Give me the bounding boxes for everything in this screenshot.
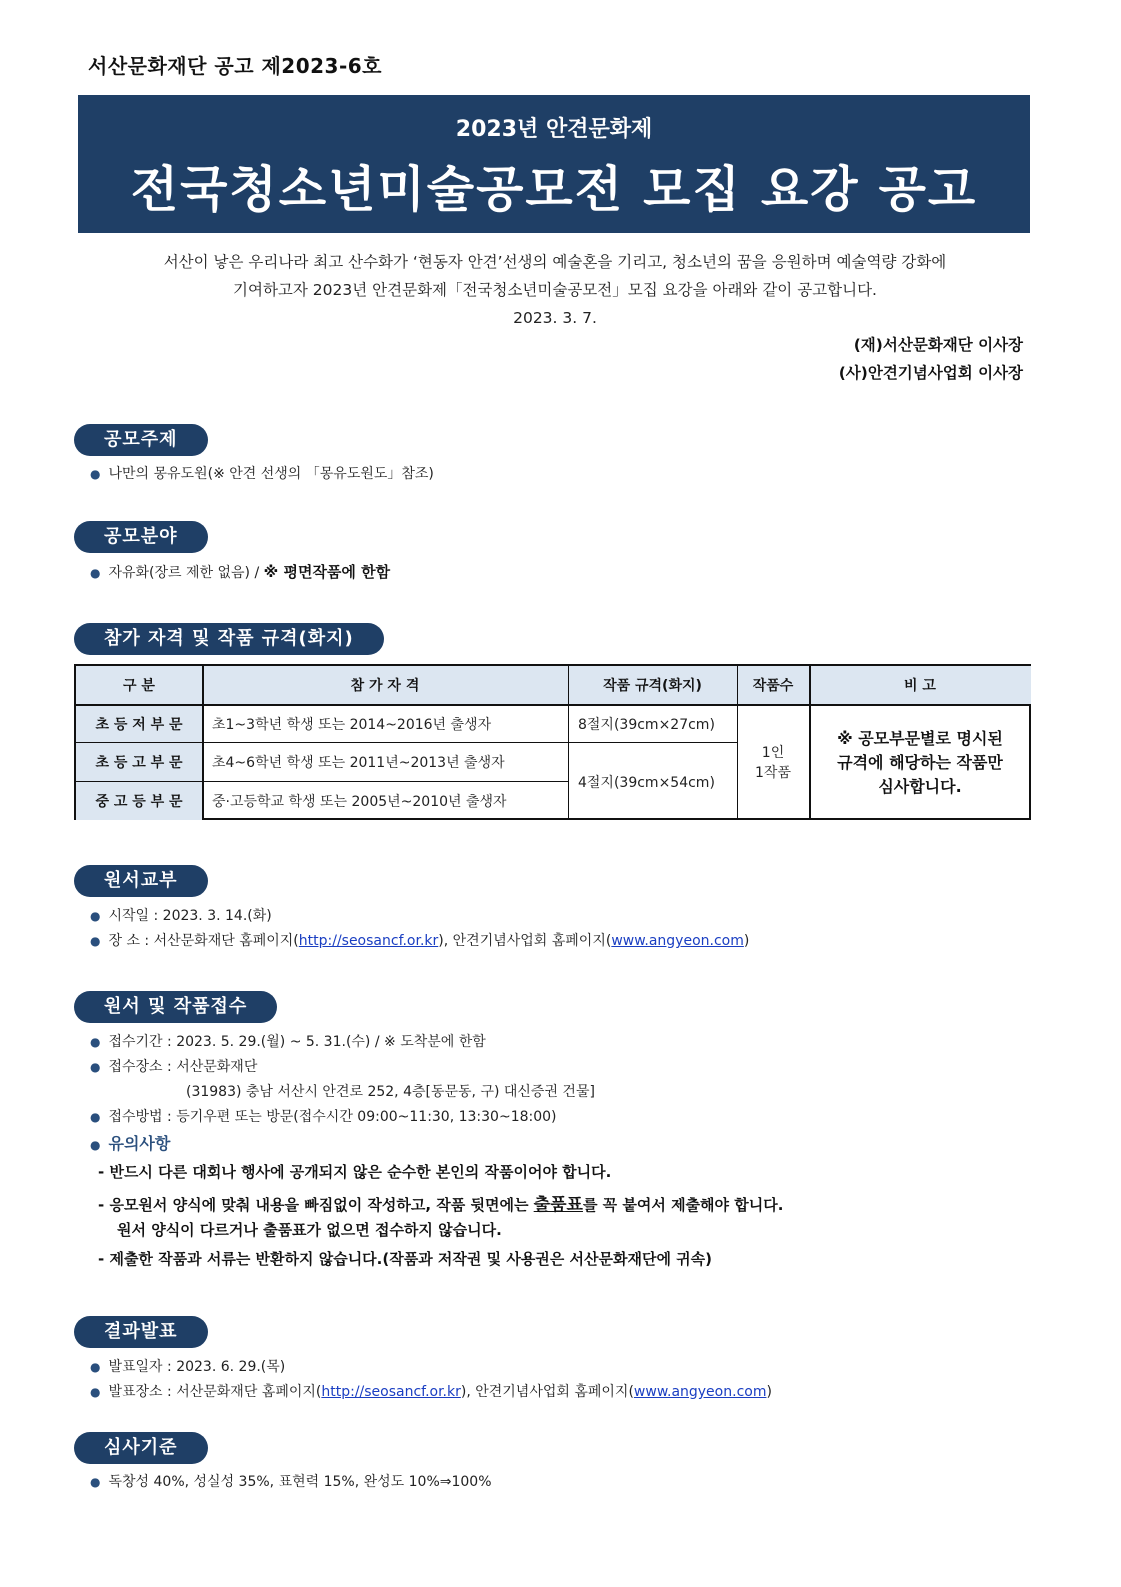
caution-heading: ● 유의사항 (90, 1134, 171, 1153)
table-cell-remark: ※ 공모부문별로 명시된 규격에 해당하는 작품만 심사합니다. (837, 728, 1003, 796)
table-header-count: 작품수 (737, 666, 809, 704)
bullet-icon: ● (90, 467, 101, 481)
bullet-icon: ● (90, 934, 101, 948)
signer-association: (사)안견기념사업회 이사장 (838, 364, 1023, 382)
table-header-qualification: 참 가 자 격 (202, 666, 568, 704)
submission-period: ● 접수기간 : 2023. 5. 29.(월) ~ 5. 31.(수) / ※ 도착분에 한함 (90, 1034, 486, 1050)
foundation-link[interactable]: http://seosancf.or.kr (321, 1384, 461, 1400)
table-divider (202, 666, 204, 820)
table-row-qualification: 초4~6학년 학생 또는 2011년~2013년 출생자 (212, 755, 505, 771)
section-heading-application: 원서교부 (74, 865, 208, 897)
association-link[interactable]: www.angyeon.com (611, 933, 744, 949)
caution-item: - 반드시 다른 대회나 행사에 공개되지 않은 순수한 본인의 작품이어야 합니다. (98, 1163, 612, 1181)
bullet-icon: ● (90, 909, 101, 923)
bullet-icon: ● (90, 1138, 101, 1152)
application-place: ● 장 소 : 서산문화재단 홈페이지(http://seosancf.or.kr), 안견기념사업회 홈페이지(www.angyeon.com) (90, 933, 750, 949)
table-divider (202, 781, 568, 782)
table-divider (76, 704, 1031, 706)
caution-item: - 응모원서 양식에 맞춰 내용을 빠짐없이 작성하고, 작품 뒷면에는 출품표를 꼭 붙여서 제출해야 합니다. (98, 1195, 784, 1215)
bullet-icon: ● (90, 1475, 101, 1489)
intro-paragraph (85, 248, 1025, 332)
notice-number: 서산문화재단 공고 제2023-6호 (88, 54, 383, 78)
submission-address: (31983) 충남 서산시 안견로 252, 4층[동문동, 구) 대신증권 건물] (186, 1084, 595, 1100)
field-restriction: ※ 평면작품에 한함 (263, 563, 391, 581)
table-header-size: 작품 규격(화지) (568, 666, 737, 704)
bullet-icon: ● (90, 1060, 101, 1074)
section-heading-criteria: 심사기준 (74, 1432, 208, 1464)
section-heading-theme: 공모주제 (74, 424, 208, 456)
theme-item: ● 나만의 몽유도원(※ 안견 선생의 「몽유도원도」참조) (90, 466, 434, 482)
intro-line: 서산이 낳은 우리나라 최고 산수화가 ‘현동자 안견’선생의 예술혼을 기리고, 청소년의 꿈을 응원하며 예술역량 강화에 (163, 253, 947, 271)
table-header-remark: 비 고 (809, 666, 1031, 704)
table-divider (737, 666, 738, 820)
table-row-qualification: 중·고등학교 학생 또는 2005년~2010년 출생자 (212, 794, 507, 810)
caution-item: 원서 양식이 다르거나 출품표가 없으면 접수하지 않습니다. (117, 1221, 502, 1239)
bullet-icon: ● (90, 1110, 101, 1124)
table-row-category: 중 고 등 부 문 (76, 782, 202, 820)
field-item: ● 자유화(장르 제한 없음) / ※ 평면작품에 한함 (90, 563, 391, 581)
application-start: ● 시작일 : 2023. 3. 14.(화) (90, 908, 272, 924)
table-row-category: 초 등 고 부 문 (76, 743, 202, 781)
table-cell-size-small: 8절지(39cm×27cm) (578, 716, 715, 733)
eligibility-table (74, 664, 1031, 820)
table-cell-size-large: 4절지(39cm×54cm) (578, 774, 715, 791)
bullet-icon: ● (90, 1360, 101, 1374)
table-divider (568, 666, 569, 820)
bullet-icon: ● (90, 1385, 101, 1399)
intro-date: 2023. 3. 7. (513, 309, 597, 327)
foundation-link[interactable]: http://seosancf.or.kr (298, 933, 439, 949)
result-place: ● 발표장소 : 서산문화재단 홈페이지(http://seosancf.or.kr), 안견기념사업회 홈페이지(www.angyeon.com) (90, 1384, 772, 1400)
table-cell-count: 1인 1작품 (755, 744, 791, 781)
title-banner (78, 95, 1030, 233)
section-heading-field: 공모분야 (74, 521, 208, 553)
banner-subtitle: 2023년 안견문화제 (455, 117, 653, 142)
table-header-category: 구 분 (76, 666, 202, 704)
submission-place: ● 접수장소 : 서산문화재단 (90, 1059, 258, 1075)
table-divider (76, 781, 202, 782)
page-title: 전국청소년미술공모전 모집 요강 공고 (130, 161, 978, 218)
criteria-item: ● 독창성 40%, 성실성 35%, 표현력 15%, 완성도 10%⇒100% (90, 1474, 492, 1490)
bullet-icon: ● (90, 566, 101, 580)
caution-item: - 제출한 작품과 서류는 반환하지 않습니다.(작품과 저작권 및 사용권은 서산문화재단에 귀속) (98, 1250, 712, 1268)
table-divider (809, 666, 811, 820)
table-row-category: 초 등 저 부 문 (76, 705, 202, 742)
result-date: ● 발표일자 : 2023. 6. 29.(목) (90, 1359, 286, 1375)
entry-tag-emphasis: 출품표 (533, 1195, 583, 1215)
intro-line: 기여하고자 2023년 안견문화제「전국청소년미술공모전」모집 요강을 아래와 같이 공고합니다. (233, 281, 877, 299)
section-heading-submission: 원서 및 작품접수 (74, 991, 277, 1023)
section-heading-result: 결과발표 (74, 1316, 208, 1348)
signer-foundation: (재)서산문화재단 이사장 (853, 336, 1023, 354)
submission-method: ● 접수방법 : 등기우편 또는 방문(접수시간 09:00~11:30, 13:30~18:00) (90, 1109, 557, 1125)
association-link[interactable]: www.angyeon.com (633, 1384, 767, 1400)
section-heading-eligibility: 참가 자격 및 작품 규격(화지) (74, 623, 384, 655)
table-divider (76, 742, 737, 743)
bullet-icon: ● (90, 1035, 101, 1049)
table-row-qualification: 초1~3학년 학생 또는 2014~2016년 출생자 (212, 716, 492, 733)
